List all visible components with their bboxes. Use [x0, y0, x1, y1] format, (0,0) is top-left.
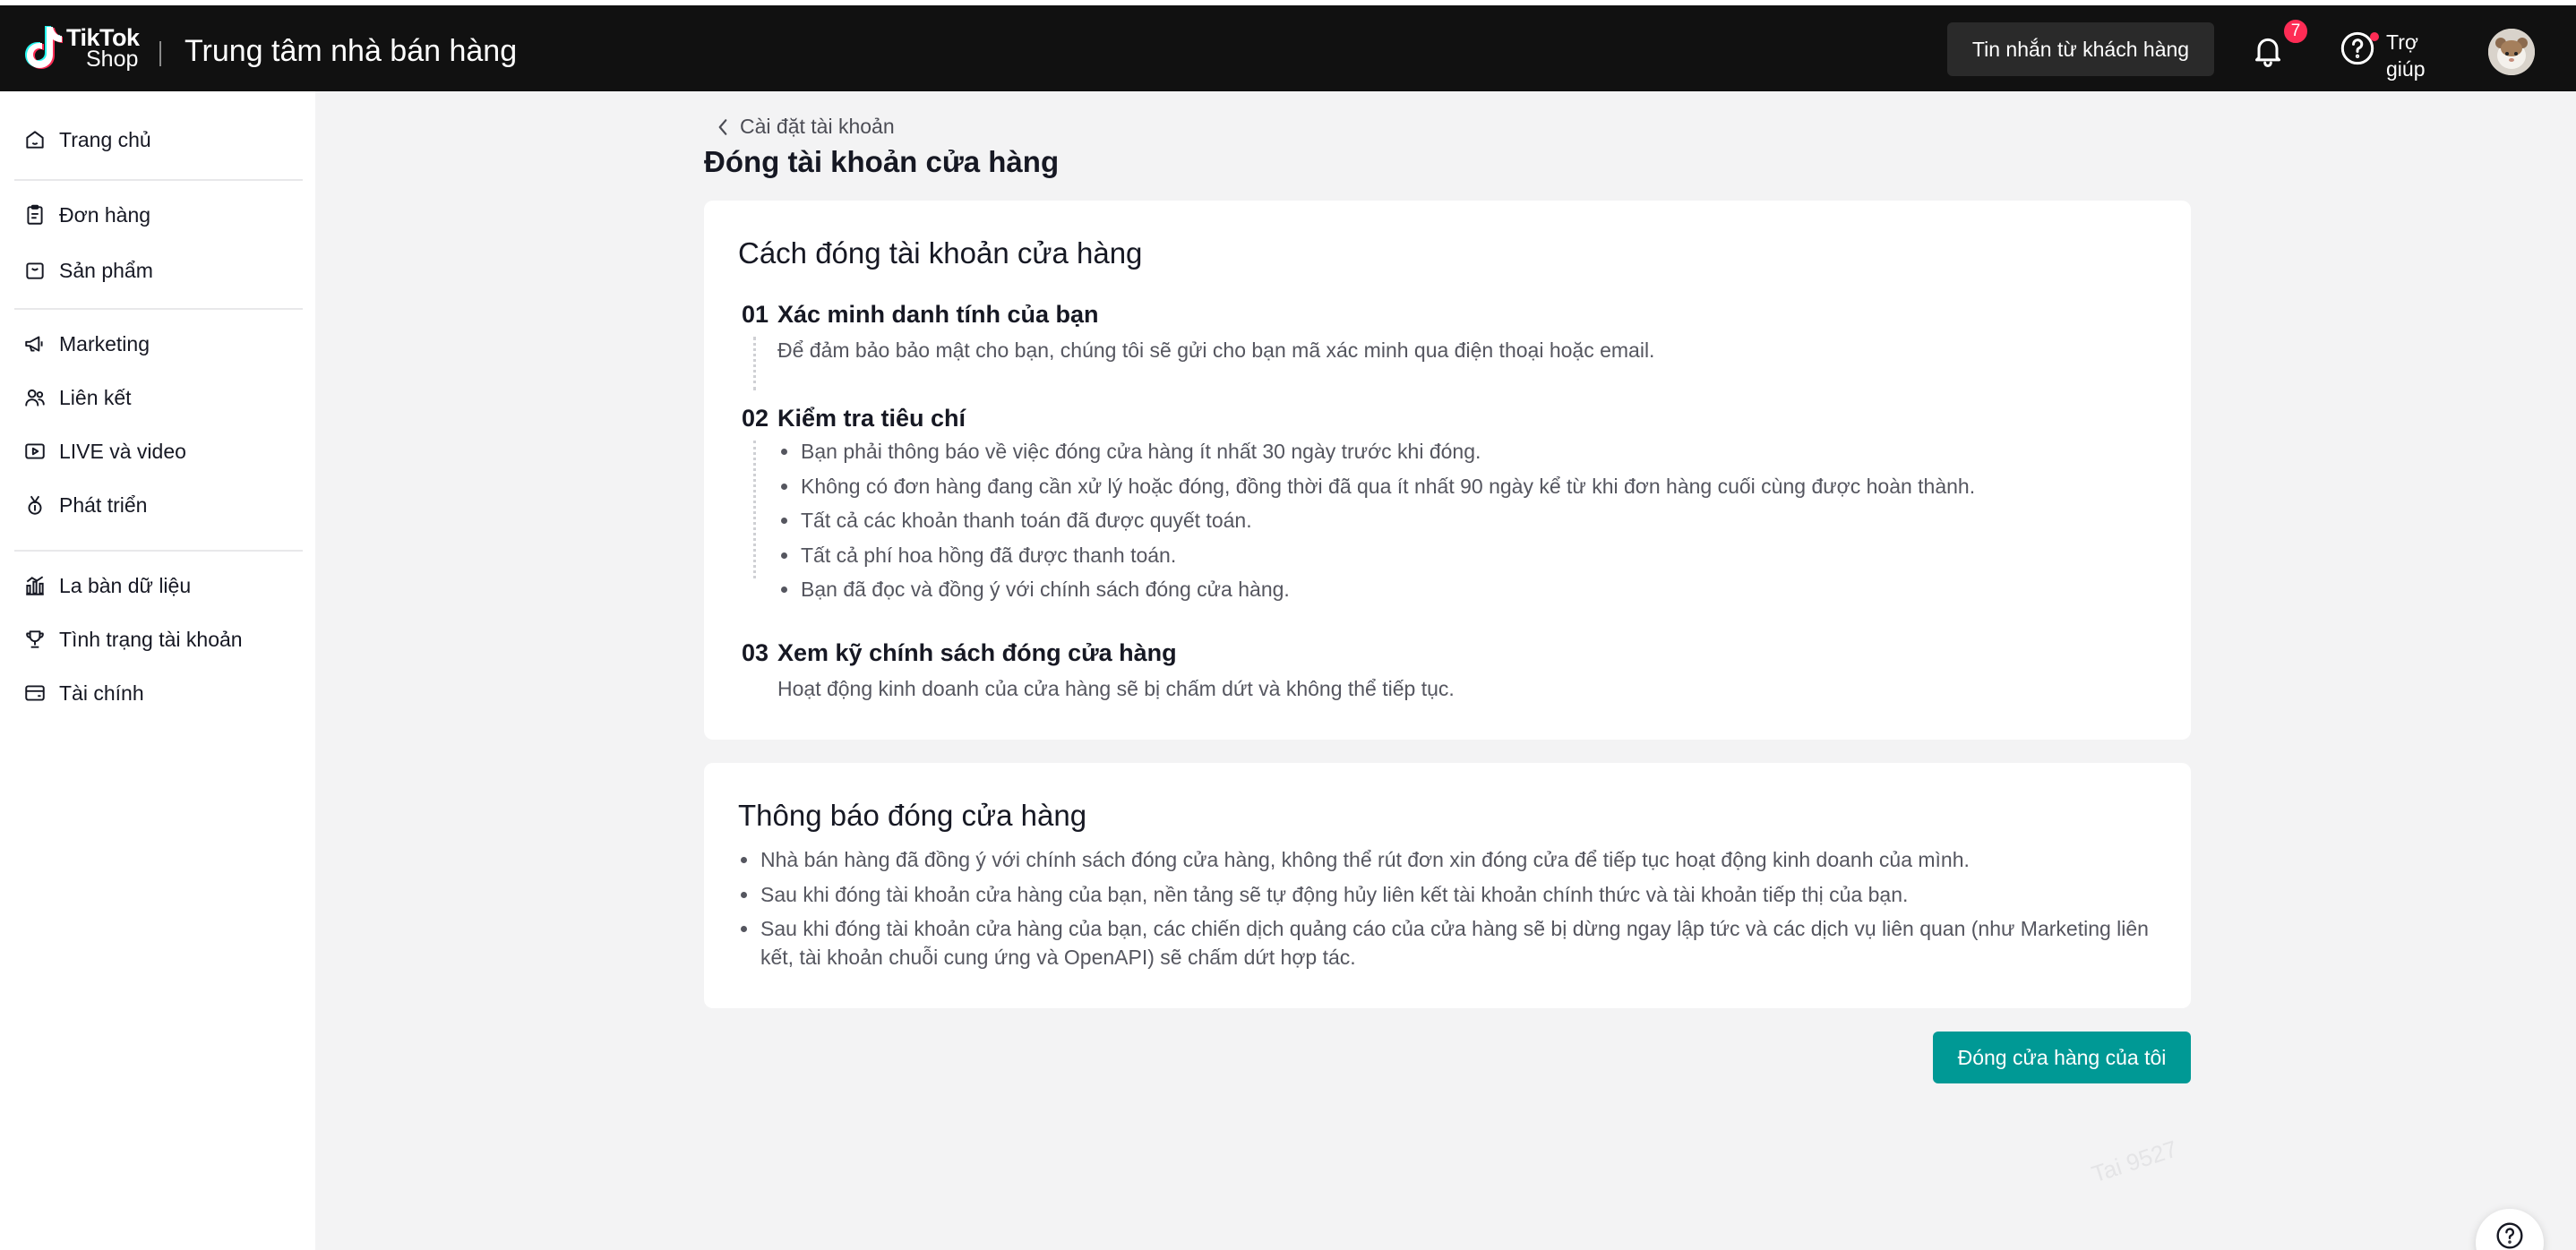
sidebar-item-label: Trang chủ [59, 127, 151, 151]
criteria-item: Bạn đã đọc và đồng ý với chính sách đóng cửa hàng. [801, 575, 1290, 604]
top-bar [0, 5, 2576, 91]
sidebar-item-finance[interactable] [23, 672, 144, 715]
medal-icon [23, 493, 47, 517]
customer-messages-button[interactable]: Tin nhắn từ khách hàng [1947, 22, 2214, 76]
megaphone-icon [23, 332, 47, 355]
logo-text-tiktok: TikTok [66, 24, 140, 51]
app-title: Trung tâm nhà bán hàng [185, 34, 518, 68]
sidebar-item-label: Liên kết [59, 385, 132, 409]
notice-item: Sau khi đóng tài khoản cửa hàng của bạn, các chiến dịch quảng cáo của cửa hàng sẽ bị dừng ngay lập tức và các dịch vụ liên quan (như Marketing liên kết, tài khoản chuỗi cung ứng và OpenAPI) sẽ chấm dứt hợp tác. [760, 914, 2158, 972]
closure-notice-card [704, 763, 2191, 1008]
sidebar-divider [14, 550, 303, 552]
user-avatar-icon [2488, 29, 2535, 75]
criteria-item: Tất cả phí hoa hồng đã được thanh toán. [801, 541, 1176, 569]
step-description: Hoạt động kinh doanh của cửa hàng sẽ bị chấm dứt và không thể tiếp tục. [777, 677, 1455, 700]
step-description: Để đảm bảo bảo mật cho bạn, chúng tôi sẽ gửi cho bạn mã xác minh qua điện thoại hoặc email. [777, 338, 1655, 362]
sidebar-item-account-health[interactable] [23, 618, 243, 661]
step-title: Xác minh danh tính của bạn [777, 301, 1099, 328]
close-my-shop-button[interactable]: Đóng cửa hàng của tôi [1933, 1032, 2191, 1083]
sidebar-item-label: Sản phẩm [59, 258, 153, 282]
watermark: Tai 9527 [2088, 1134, 2181, 1188]
criteria-item: Bạn phải thông báo về việc đóng cửa hàng ít nhất 30 ngày trước khi đóng. [801, 437, 1481, 466]
logo-text-shop: Shop [86, 47, 139, 72]
sidebar-item-label: Tình trạng tài khoản [59, 627, 243, 651]
chevron-left-icon [715, 117, 731, 137]
sidebar-divider [14, 308, 303, 310]
wallet-icon [23, 681, 47, 705]
notification-count-badge: 7 [2282, 18, 2309, 45]
avatar[interactable] [2488, 29, 2535, 75]
sidebar-item-label: Tài chính [59, 681, 144, 705]
video-icon [23, 440, 47, 463]
step-number: 02 [742, 405, 769, 432]
sidebar-item-marketing[interactable] [23, 322, 150, 365]
question-circle-icon [2495, 1221, 2524, 1250]
sidebar-item-label: Marketing [59, 331, 150, 355]
floating-help-button[interactable] [2476, 1209, 2544, 1250]
criteria-item: Tất cả các khoản thanh toán đã được quyết toán. [801, 506, 1252, 535]
sidebar-item-live-video[interactable] [23, 430, 186, 473]
sidebar-divider [14, 179, 303, 181]
breadcrumb-label: Cài đặt tài khoản [740, 115, 895, 138]
tiktok-logo-icon [21, 23, 63, 73]
sidebar-item-affiliate[interactable] [23, 376, 132, 419]
step-connector [753, 441, 756, 578]
step-title: Xem kỹ chính sách đóng cửa hàng [777, 639, 1177, 666]
sidebar-item-products[interactable] [23, 249, 153, 292]
sidebar-item-growth[interactable] [23, 484, 147, 527]
bag-icon [23, 259, 47, 282]
sidebar-item-label: LIVE và video [59, 439, 186, 463]
sidebar-item-label: Phát triển [59, 492, 148, 517]
logo-divider [159, 41, 161, 66]
trophy-icon [23, 628, 47, 651]
tiktok-shop-logo[interactable] [21, 23, 140, 73]
step-connector [753, 337, 756, 390]
sidebar [0, 91, 315, 1250]
sidebar-item-home[interactable] [23, 118, 151, 161]
page-title: Đóng tài khoản cửa hàng [704, 145, 1060, 178]
help-label[interactable]: Trợ giúp [2386, 30, 2426, 81]
card-title: Cách đóng tài khoản cửa hàng [738, 236, 1143, 270]
home-icon [23, 128, 47, 151]
step-title: Kiểm tra tiêu chí [777, 405, 966, 432]
criteria-item: Không có đơn hàng đang cần xử lý hoặc đóng, đồng thời đã qua ít nhất 90 ngày kể từ khi đơn hàng cuối cùng được hoàn thành. [801, 472, 1975, 501]
sidebar-item-label: Đơn hàng [59, 202, 151, 227]
sidebar-item-orders[interactable] [23, 193, 150, 236]
sidebar-item-data-compass[interactable] [23, 564, 191, 607]
sidebar-item-label: La bàn dữ liệu [59, 573, 192, 597]
step-number: 03 [742, 639, 769, 666]
step-number: 01 [742, 301, 769, 328]
how-to-close-card [704, 201, 2191, 740]
bar-chart-icon [23, 574, 47, 597]
notice-item: Nhà bán hàng đã đồng ý với chính sách đóng cửa hàng, không thể rút đơn xin đóng cửa để tiếp tục hoạt động kinh doanh của mình. [760, 845, 2158, 874]
users-icon [23, 386, 47, 409]
bell-icon [2250, 32, 2286, 68]
breadcrumb-back-link[interactable] [715, 115, 895, 139]
help-alert-dot [2370, 32, 2379, 41]
clipboard-icon [23, 203, 47, 227]
card-title: Thông báo đóng cửa hàng [738, 799, 1087, 832]
notice-item: Sau khi đóng tài khoản cửa hàng của bạn, nền tảng sẽ tự động hủy liên kết tài khoản chính thức và tài khoản tiếp thị của bạn. [760, 880, 2158, 909]
